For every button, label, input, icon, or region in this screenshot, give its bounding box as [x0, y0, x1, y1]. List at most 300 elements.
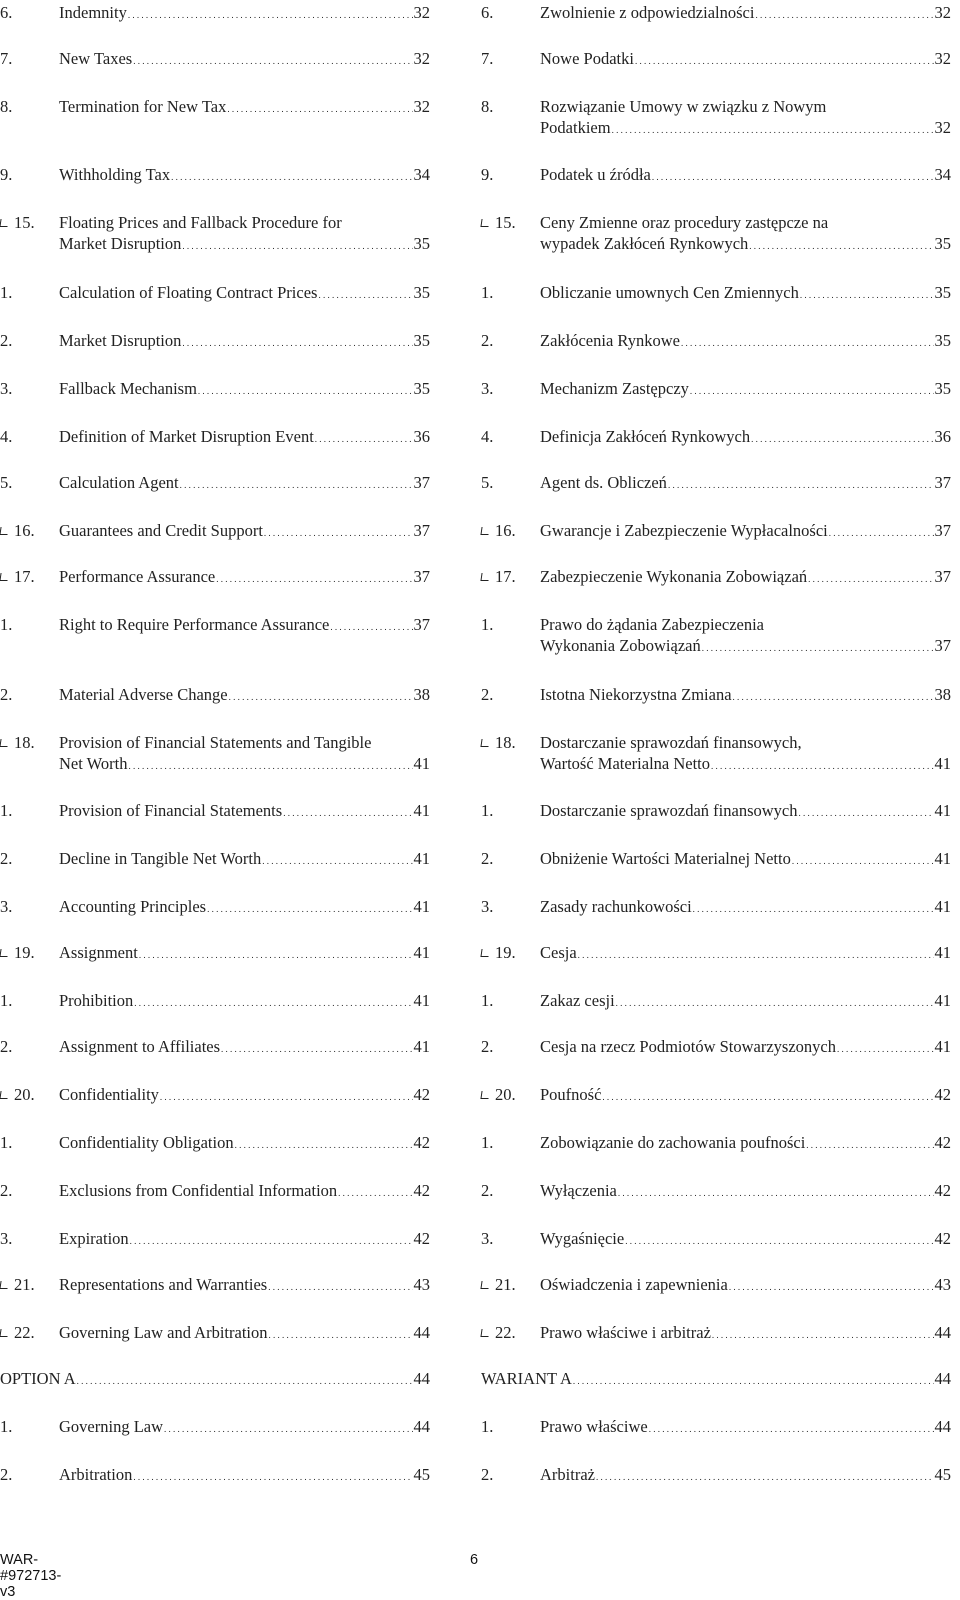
toc-entry[interactable] — [481, 1084, 951, 1108]
toc-entry-body — [540, 566, 951, 590]
toc-entry[interactable] — [481, 1322, 951, 1346]
toc-entry-body — [59, 1274, 430, 1298]
toc-entry[interactable] — [0, 1416, 430, 1440]
toc-entry-body — [59, 800, 430, 824]
toc-entry-body — [540, 48, 951, 72]
dot-leader — [681, 330, 933, 354]
toc-entry-page: 41 — [934, 991, 951, 1010]
toc-entry-title: Assignment to Affiliates — [59, 1037, 221, 1056]
toc-entry-page: 38 — [413, 685, 430, 704]
toc-entry[interactable] — [481, 732, 951, 777]
toc-entry-title: Cesja — [540, 943, 577, 962]
toc-entry[interactable] — [481, 2, 951, 26]
toc-entry-body — [59, 1132, 430, 1156]
toc-entry-title: Zwolnienie z odpowiedzialności — [540, 3, 755, 22]
toc-entry[interactable] — [0, 426, 430, 450]
toc-entry-title: Zakaz cesji — [540, 991, 615, 1010]
toc-entry-page: 44 — [413, 1417, 430, 1436]
toc-entry-body — [540, 896, 951, 920]
toc-entry[interactable] — [481, 1274, 951, 1298]
toc-entry[interactable] — [0, 1322, 430, 1346]
toc-entry-body — [59, 212, 430, 257]
toc-entry[interactable] — [481, 96, 951, 141]
toc-entry[interactable] — [481, 684, 951, 708]
dot-leader — [635, 48, 934, 72]
dot-leader — [690, 378, 934, 402]
toc-entry[interactable] — [0, 378, 430, 402]
dot-leader — [800, 282, 934, 306]
toc-entry-body — [540, 942, 951, 966]
toc-entry-body — [59, 1416, 430, 1440]
dot-leader — [264, 520, 413, 544]
dot-leader — [596, 1464, 934, 1488]
toc-entry-number: 2. — [481, 331, 494, 350]
toc-entry-number: 6. — [0, 3, 13, 22]
toc-entry-title: Guarantees and Credit Support — [59, 521, 263, 540]
toc-entry-number: 1. — [0, 1133, 13, 1152]
toc-entry-body — [0, 1368, 430, 1392]
toc-entry-title: Wyłączenia — [540, 1181, 617, 1200]
dot-leader — [837, 1036, 933, 1060]
toc-entry-page: 44 — [413, 1323, 430, 1342]
toc-entry[interactable] — [0, 1036, 430, 1060]
toc-entry[interactable] — [0, 566, 430, 590]
toc-entry-page: 34 — [934, 165, 951, 184]
toc-entry-page: 42 — [934, 1181, 951, 1200]
toc-entry-page: 35 — [934, 283, 951, 302]
toc-entry-number: 2. — [0, 1037, 13, 1056]
toc-entry-title: Indemnity — [59, 3, 127, 22]
toc-entry-title: Obniżenie Wartości Materialnej Netto — [540, 849, 791, 868]
toc-entry-body — [540, 1084, 951, 1108]
toc-entry-number-section: 19. — [0, 942, 59, 966]
toc-entry[interactable] — [481, 48, 951, 72]
toc-entry-title: Provision of Financial Statements — [59, 801, 283, 820]
toc-entry-title: Arbitration — [59, 1465, 133, 1484]
toc-entry-title: Podatek u źródła — [540, 165, 651, 184]
toc-entry[interactable] — [0, 614, 430, 638]
dot-leader — [171, 164, 412, 188]
dot-leader — [733, 684, 934, 708]
toc-entry-title: Istotna Niekorzystna Zmiana — [540, 685, 732, 704]
toc-entry-number: 8. — [481, 97, 494, 116]
toc-entry-body — [540, 378, 951, 402]
toc-entry-page: 32 — [934, 49, 951, 68]
dot-leader — [602, 1084, 933, 1108]
toc-entry-body — [540, 614, 951, 659]
toc-entry-page: 41 — [934, 801, 951, 820]
toc-entry-page: 44 — [413, 1369, 430, 1388]
toc-entry-page: 37 — [413, 615, 430, 634]
toc-entry-number-section: 22. — [481, 1322, 540, 1346]
toc-entry-number: 2. — [0, 849, 13, 868]
toc-entry-page: 37 — [413, 473, 430, 492]
toc-entry[interactable] — [0, 520, 430, 544]
toc-entry-number: 1. — [481, 801, 494, 820]
dot-leader — [160, 1084, 413, 1108]
dot-leader — [806, 1132, 933, 1156]
toc-entry[interactable] — [481, 378, 951, 402]
toc-entry-page: 41 — [934, 943, 951, 962]
toc-entry[interactable] — [0, 1274, 430, 1298]
toc-entry-page: 41 — [413, 849, 430, 868]
toc-entry-number: 2. — [481, 1181, 494, 1200]
toc-entry-title: Nowe Podatki — [540, 49, 634, 68]
toc-entry-body — [540, 1036, 951, 1060]
toc-entry-body — [59, 1084, 430, 1108]
dot-leader — [133, 48, 412, 72]
toc-entry-number: 2. — [481, 1465, 494, 1484]
dot-leader — [625, 1228, 933, 1252]
toc-entry-title: Market Disruption — [59, 331, 182, 350]
toc-entry-number: 1. — [481, 991, 494, 1010]
toc-entry-body — [59, 426, 430, 450]
toc-entry-page: 37 — [413, 521, 430, 540]
toc-entry-body — [540, 1416, 951, 1440]
toc-entry-title: Fallback Mechanism — [59, 379, 197, 398]
toc-entry-body — [59, 614, 430, 638]
toc-entry-number: 3. — [481, 379, 494, 398]
toc-entry-title: Governing Law and Arbitration — [59, 1323, 268, 1342]
toc-entry-page: 43 — [934, 1275, 951, 1294]
toc-entry-number: 1. — [0, 1417, 13, 1436]
dot-leader — [712, 1322, 934, 1346]
dot-leader — [283, 800, 412, 824]
toc-entry-number-section: 18. — [481, 732, 540, 777]
dot-leader — [207, 896, 412, 920]
toc-entry[interactable] — [0, 212, 430, 257]
toc-entry-title: Rozwiązanie Umowy w związku z Nowym — [540, 97, 827, 116]
dot-leader — [792, 848, 934, 872]
toc-entry-number-section: 22. — [0, 1322, 59, 1346]
toc-entry-number: 2. — [0, 331, 13, 350]
toc-entry-body — [540, 1322, 951, 1346]
toc-entry[interactable] — [0, 896, 430, 920]
toc-entry[interactable] — [481, 896, 951, 920]
toc-entry[interactable] — [0, 1228, 430, 1252]
toc-entry[interactable] — [0, 800, 430, 824]
toc-entry[interactable] — [0, 1132, 430, 1156]
toc-entry-title: Assignment — [59, 943, 138, 962]
dot-leader — [128, 2, 413, 26]
toc-entry-body — [540, 472, 951, 496]
dot-leader — [130, 1228, 413, 1252]
toc-entry-body — [540, 164, 951, 188]
toc-entry-number: 1. — [481, 1133, 494, 1152]
toc-entry-title: Right to Require Performance Assurance — [59, 615, 330, 634]
toc-entry-title: Material Adverse Change — [59, 685, 228, 704]
toc-entry-body — [540, 732, 951, 777]
toc-entry-number: 8. — [0, 97, 13, 116]
toc-entry-title: Confidentiality — [59, 1085, 159, 1104]
toc-entry-title: Exclusions from Confidential Information — [59, 1181, 338, 1200]
toc-entry-title: Cesja na rzecz Podmiotów Stowarzyszonych — [540, 1037, 837, 1056]
toc-entry[interactable] — [481, 164, 951, 188]
toc-entry-title: Prawo do żądania Zabezpieczenia — [540, 615, 764, 634]
toc-entry-body — [59, 1180, 430, 1204]
toc-entry-page: 37 — [934, 473, 951, 492]
toc-entry[interactable] — [0, 2, 430, 26]
dot-leader — [612, 117, 934, 141]
toc-entry[interactable] — [481, 1464, 951, 1488]
toc-entry-page: 35 — [413, 331, 430, 350]
toc-entry-page: 42 — [413, 1181, 430, 1200]
toc-entry-title: New Taxes — [59, 49, 133, 68]
toc-entry-number: 5. — [0, 473, 13, 492]
dot-leader — [798, 800, 933, 824]
toc-entry-page: 41 — [413, 1037, 430, 1056]
toc-entry-body — [59, 848, 430, 872]
toc-entry-body — [540, 1180, 951, 1204]
dot-leader — [729, 1274, 934, 1298]
toc-entry[interactable] — [0, 164, 430, 188]
toc-entry-title: Provision of Financial Statements and Tangible — [59, 733, 372, 752]
toc-entry-title: Floating Prices and Fallback Procedure for — [59, 213, 342, 232]
toc-entry-page: 32 — [413, 49, 430, 68]
toc-entry-title: Dostarczanie sprawozdań finansowych, — [540, 733, 802, 752]
toc-entry-number-section: 16. — [481, 520, 540, 544]
toc-entry-page: 32 — [413, 3, 430, 22]
toc-entry-title: Dostarczanie sprawozdań finansowych — [540, 801, 798, 820]
toc-entry-title: Decline in Tangible Net Worth — [59, 849, 262, 868]
toc-entry-title: Obliczanie umownych Cen Zmiennych — [540, 283, 799, 302]
toc-entry[interactable] — [481, 282, 951, 306]
toc-entry-title: WARIANT A — [481, 1369, 572, 1388]
toc-entry-title: Definicja Zakłóceń Rynkowych — [540, 427, 751, 446]
document-code: WAR-#972713-v3 — [0, 1552, 62, 1600]
dot-leader — [829, 520, 934, 544]
toc-entry-body — [540, 212, 951, 257]
toc-entry[interactable] — [481, 990, 951, 1014]
toc-entry-title: Zobowiązanie do zachowania poufności — [540, 1133, 806, 1152]
toc-entry-page: 32 — [934, 118, 951, 137]
toc-entry[interactable] — [0, 848, 430, 872]
toc-entry-number: 7. — [0, 49, 13, 68]
dot-leader — [221, 1036, 412, 1060]
toc-entry-title: Poufność — [540, 1085, 602, 1104]
toc-entry[interactable] — [0, 96, 430, 120]
toc-entry[interactable] — [0, 942, 430, 966]
toc-entry-page: 42 — [934, 1133, 951, 1152]
toc-entry-page: 32 — [413, 97, 430, 116]
toc-entry-page: 35 — [934, 331, 951, 350]
toc-entry-title: Expiration — [59, 1229, 129, 1248]
toc-entry-title: Performance Assurance — [59, 567, 216, 586]
toc-entry-body — [540, 990, 951, 1014]
toc-entry-body — [540, 848, 951, 872]
toc-entry-title: Mechanizm Zastępczy — [540, 379, 689, 398]
dot-leader — [652, 164, 934, 188]
toc-entry-number-section: 21. — [0, 1274, 59, 1298]
toc-entry-number: 3. — [0, 379, 13, 398]
toc-entry[interactable] — [481, 1180, 951, 1204]
dot-leader — [616, 990, 934, 1014]
toc-entry-body — [59, 896, 430, 920]
toc-entry[interactable] — [0, 684, 430, 708]
toc-entry-body — [540, 800, 951, 824]
toc-entry-number: 2. — [0, 685, 13, 704]
toc-entry-title: Prawo właściwe i arbitraż — [540, 1323, 711, 1342]
toc-entry-page: 41 — [934, 754, 951, 773]
toc-entry-title: OPTION A — [0, 1369, 76, 1388]
toc-entry-number-section: 20. — [481, 1084, 540, 1108]
toc-entry[interactable] — [0, 1464, 430, 1488]
toc-entry[interactable] — [481, 942, 951, 966]
toc-entry-number: 9. — [0, 165, 13, 184]
toc-entry-body — [481, 1368, 951, 1392]
toc-entry-title: Governing Law — [59, 1417, 164, 1436]
toc-entry-number: 1. — [481, 283, 494, 302]
toc-entry-body — [59, 282, 430, 306]
toc-entry-body — [540, 330, 951, 354]
toc-entry-page: 37 — [934, 521, 951, 540]
toc-entry-page: 37 — [413, 567, 430, 586]
toc-entry[interactable] — [0, 1084, 430, 1108]
toc-entry[interactable] — [0, 732, 430, 777]
dot-leader — [618, 1180, 934, 1204]
toc-entry[interactable] — [0, 1180, 430, 1204]
dot-leader — [262, 848, 412, 872]
toc-entry-number: 2. — [481, 849, 494, 868]
toc-entry-body — [59, 96, 430, 120]
toc-entry-body — [59, 1322, 430, 1346]
toc-entry-number-section: 17. — [0, 566, 59, 590]
toc-entry-body — [540, 96, 951, 141]
dot-leader — [216, 566, 412, 590]
toc-entry-page: 41 — [413, 991, 430, 1010]
toc-entry[interactable] — [481, 848, 951, 872]
dot-leader — [755, 2, 933, 26]
page-number: 6 — [470, 1552, 479, 1568]
dot-leader — [330, 614, 412, 638]
toc-entry-number: 3. — [481, 1229, 494, 1248]
toc-entry[interactable] — [481, 212, 951, 257]
dot-leader — [133, 1464, 412, 1488]
toc-entry-page: 34 — [413, 165, 430, 184]
dot-leader — [229, 684, 413, 708]
toc-entry-title-continued: Market Disruption — [59, 234, 182, 253]
toc-entry-page: 42 — [413, 1085, 430, 1104]
dot-leader — [227, 96, 412, 120]
toc-entry-number: 1. — [0, 801, 13, 820]
toc-entry[interactable] — [0, 472, 430, 496]
toc-entry[interactable] — [481, 520, 951, 544]
toc-entry-body — [59, 942, 430, 966]
dot-leader — [711, 753, 933, 777]
dot-leader — [315, 426, 413, 450]
toc-entry-page: 41 — [413, 801, 430, 820]
toc-entry[interactable] — [0, 48, 430, 72]
toc-entry-page: 35 — [413, 379, 430, 398]
toc-entry-body — [540, 1274, 951, 1298]
toc-entry-page: 43 — [413, 1275, 430, 1294]
toc-entry-title: Ceny Zmienne oraz procedury zastępcze na — [540, 213, 829, 232]
toc-entry-body — [59, 1036, 430, 1060]
toc-entry[interactable] — [0, 990, 430, 1014]
toc-entry[interactable] — [481, 800, 951, 824]
dot-leader — [808, 566, 933, 590]
toc-entry-number: 2. — [0, 1181, 13, 1200]
toc-entry-page: 44 — [934, 1323, 951, 1342]
toc-entry-page: 38 — [934, 685, 951, 704]
dot-leader — [751, 426, 933, 450]
toc-entry-body — [59, 472, 430, 496]
toc-entry-page: 41 — [413, 897, 430, 916]
toc-entry-number: 1. — [481, 1417, 494, 1436]
toc-entry-title: Arbitraż — [540, 1465, 595, 1484]
dot-leader — [578, 942, 934, 966]
toc-entry[interactable] — [481, 426, 951, 450]
toc-entry-title: Agent ds. Obliczeń — [540, 473, 667, 492]
toc-entry-page: 41 — [934, 897, 951, 916]
toc-entry-title: Zabezpieczenie Wykonania Zobowiązań — [540, 567, 808, 586]
toc-entry-body — [540, 2, 951, 26]
toc-entry-title-continued: Podatkiem — [540, 118, 611, 137]
toc-entry-number-section: 21. — [481, 1274, 540, 1298]
toc-entry-number-section: 18. — [0, 732, 59, 777]
dot-leader — [198, 378, 413, 402]
toc-entry-body — [59, 164, 430, 188]
toc-entry-page: 35 — [413, 234, 430, 253]
dot-leader — [180, 472, 413, 496]
dot-leader — [338, 1180, 412, 1204]
toc-entry-body — [540, 1228, 951, 1252]
dot-leader — [649, 1416, 934, 1440]
toc-entry-title: Withholding Tax — [59, 165, 171, 184]
toc-entry-body — [59, 566, 430, 590]
toc-entry-body — [59, 1228, 430, 1252]
toc-entry[interactable] — [481, 1368, 951, 1392]
toc-entry-page: 36 — [413, 427, 430, 446]
toc-entry-title: Prawo właściwe — [540, 1417, 648, 1436]
toc-entry-number: 7. — [481, 49, 494, 68]
dot-leader — [139, 942, 413, 966]
toc-entry[interactable] — [481, 1036, 951, 1060]
toc-entry-title: Zasady rachunkowości — [540, 897, 692, 916]
toc-entry-page: 41 — [934, 849, 951, 868]
dot-leader — [269, 1322, 413, 1346]
toc-entry-page: 41 — [934, 1037, 951, 1056]
dot-leader — [128, 753, 412, 777]
toc-entry[interactable] — [0, 1368, 430, 1392]
toc-entry[interactable] — [481, 1228, 951, 1252]
toc-entry-number: 1. — [0, 615, 13, 634]
toc-entry-page: 35 — [413, 283, 430, 302]
toc-entry-body — [59, 520, 430, 544]
toc-entry[interactable] — [481, 614, 951, 659]
toc-entry[interactable] — [481, 1416, 951, 1440]
toc-entry-number-section: 20. — [0, 1084, 59, 1108]
toc-entry[interactable] — [481, 1132, 951, 1156]
toc-entry-page: 36 — [934, 427, 951, 446]
dot-leader — [182, 330, 412, 354]
toc-entry[interactable] — [481, 330, 951, 354]
toc-entry-number-section: 17. — [481, 566, 540, 590]
toc-entry[interactable] — [0, 330, 430, 354]
toc-entry-body — [59, 684, 430, 708]
toc-entry-number: 1. — [0, 283, 13, 302]
toc-entry-body — [540, 282, 951, 306]
toc-entry[interactable] — [0, 282, 430, 306]
toc-entry-title: Definition of Market Disruption Event — [59, 427, 314, 446]
toc-entry-body — [540, 1464, 951, 1488]
dot-leader — [268, 1274, 412, 1298]
toc-entry[interactable] — [481, 566, 951, 590]
toc-entry[interactable] — [481, 472, 951, 496]
toc-entry-number-section: 16. — [0, 520, 59, 544]
toc-entry-number: 4. — [0, 427, 13, 446]
toc-entry-page: 42 — [934, 1085, 951, 1104]
